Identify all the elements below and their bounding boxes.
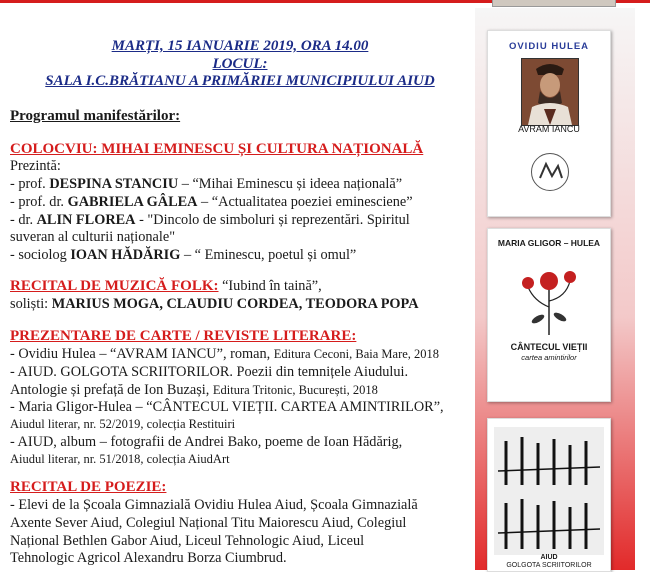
- speaker-prefix: - sociolog: [10, 247, 71, 263]
- poetry-line: Național Bethlen Gabor Aiud, Liceul Tehnologic Aiud, Liceul: [10, 533, 365, 549]
- speaker-name: GABRIELA GÂLEA: [67, 194, 198, 210]
- poetry-title: RECITAL DE POEZIE:: [10, 479, 167, 495]
- speaker-topic: – “Actualitatea poeziei eminesciene”: [197, 194, 413, 210]
- speaker-prefix: - prof. dr.: [10, 194, 68, 210]
- speaker-line: [10, 175, 402, 193]
- speaker-name: DESPINA STANCIU: [49, 176, 179, 192]
- event-date-line: MARȚI, 15 IANUARIE 2019, ORA 14.00: [111, 38, 369, 54]
- folk-song: “Iubind în taină”,: [218, 278, 322, 294]
- book-line: - AIUD, album – fotografii de Andrei Bako, poeme de Ioan Hădărig,: [10, 434, 403, 450]
- top-thumbnail-strip: [492, 0, 616, 7]
- soloists-label: soliști:: [10, 296, 52, 312]
- colloquium-intro: Prezintă:: [10, 158, 61, 174]
- cover-subtitle: GOLGOTA SCRIITORILOR: [506, 562, 592, 569]
- fence-photo: [494, 427, 604, 555]
- speaker-topic: – “Mihai Eminescu și ideea națională”: [178, 176, 403, 192]
- soloists-names: MARIUS MOGA, CLAUDIU CORDEA, TEODORA POPA: [51, 296, 419, 312]
- cover-author: OVIDIU HULEA: [508, 41, 590, 52]
- speaker-topic: – “ Eminescu, poetul și omul”: [180, 247, 357, 263]
- speaker-name: ALIN FLOREA: [36, 212, 136, 228]
- book-line: - AIUD. GOLGOTA SCRIITORILOR. Poezii din temnițele Aiudului.: [10, 364, 409, 380]
- cover-title: CÂNTECUL VIEȚII: [510, 342, 588, 352]
- speaker-topic-continuation: suveran al culturii naționale": [10, 229, 176, 245]
- location-label: LOCUL:: [212, 56, 268, 72]
- folk-title: RECITAL DE MUZICĂ FOLK:: [10, 278, 219, 294]
- cover-subtitle: cartea amintirilor: [521, 353, 577, 362]
- book-line: [10, 345, 439, 363]
- cover-title: AIUD: [540, 554, 558, 561]
- speaker-topic: - "Dincolo de simboluri și reprezentări. Spiritul: [135, 212, 410, 228]
- colloquium-title: COLOCVIU: MIHAI EMINESCU ȘI CULTURA NAȚIONALĂ: [10, 141, 424, 157]
- floral-illustration: [516, 257, 582, 335]
- cover-title: AVRAM IANCU: [518, 124, 580, 134]
- book-publisher: Editura Tritonic, București, 2018: [212, 383, 378, 397]
- poetry-line: - Elevi de la Școala Gimnazială Ovidiu Hulea Aiud, Școala Gimnazială: [10, 497, 418, 513]
- speaker-line: [10, 193, 413, 211]
- speaker-line: [10, 211, 410, 229]
- venue-line: SALA I.C.BRĂTIANU A PRIMĂRIEI MUNICIPIULUI AIUD: [45, 73, 435, 89]
- book-cover-cantecul-vietii: [487, 228, 611, 402]
- books-title: PREZENTARE DE CARTE / REVISTE LITERARE:: [10, 328, 357, 344]
- poetry-line: Axente Sever Aiud, Colegiul Național Titu Maiorescu Aiud, Colegiul: [10, 515, 407, 531]
- book-line: [10, 381, 378, 399]
- book-cover-avram-iancu: [487, 30, 611, 217]
- book-text: Antologie și prefață de Ion Buzași,: [10, 382, 213, 398]
- book-publisher: Aiudul literar, nr. 51/2018, colecția AiudArt: [10, 452, 230, 466]
- book-publisher: Editura Ceconi, Baia Mare, 2018: [273, 347, 440, 361]
- book-text: - Ovidiu Hulea – “AVRAM IANCU”, roman,: [10, 346, 274, 362]
- book-publisher: Aiudul literar, nr. 52/2019, colecția Restituiri: [10, 417, 236, 431]
- speaker-prefix: - dr.: [10, 212, 37, 228]
- speaker-prefix: - prof.: [10, 176, 50, 192]
- speaker-name: IOAN HĂDĂRIG: [70, 247, 181, 263]
- speaker-line: [10, 246, 356, 264]
- book-cover-aiud-golgota: [487, 418, 611, 572]
- book-line: - Maria Gligor-Hulea – “CÂNTECUL VIEȚII. CARTEA AMINTIRILOR”,: [10, 399, 444, 415]
- cover-author: MARIA GLIGOR – HULEA: [497, 238, 601, 248]
- publisher-emblem: [531, 153, 569, 191]
- soloists-line: [10, 295, 419, 313]
- folk-line: [10, 277, 322, 295]
- program-title: Programul manifestărilor:: [10, 108, 181, 124]
- poetry-line: Tehnologic Agricol Alexandru Borza Ciumbrud.: [10, 550, 287, 566]
- portrait-image: [521, 58, 579, 126]
